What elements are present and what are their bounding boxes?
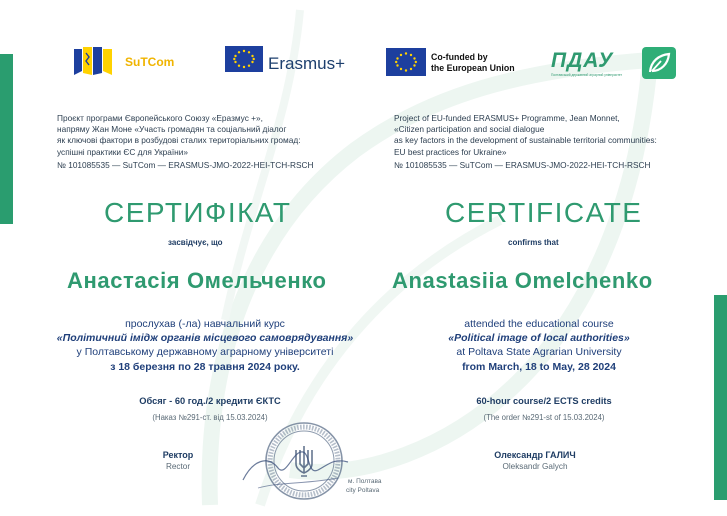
ua-project-line: успішні практики ЄС для України» bbox=[57, 146, 189, 157]
en-signer-name: Олександр ГАЛИЧ bbox=[494, 450, 576, 460]
sutcom-emblem-icon bbox=[72, 45, 120, 77]
ua-project-line: Проєкт програми Європейського Союзу «Еразмус +», bbox=[57, 113, 263, 123]
en-recipient-name: Anastasiia Omelchenko bbox=[392, 268, 653, 293]
en-course-name: «Political image of local authorities» bbox=[448, 332, 630, 345]
en-course-dates: from March, 18 to May, 28 2024 bbox=[462, 360, 616, 373]
stamp-city-ua: м. Полтава bbox=[348, 478, 382, 485]
en-certificate-title: CERTIFICATE bbox=[445, 197, 643, 228]
en-confirms-text: confirms that bbox=[508, 238, 559, 247]
en-project-line: «Citizen participation and social dialogue bbox=[394, 124, 545, 135]
sutcom-wordmark: SuTCom bbox=[125, 55, 175, 69]
pdau-subtitle: Полтавський державний аграрний університет bbox=[551, 73, 623, 77]
en-course-intro: attended the educational course bbox=[464, 318, 614, 330]
en-project-line: EU best practices for Ukraine» bbox=[394, 146, 507, 157]
en-project-description bbox=[394, 113, 714, 171]
eu-flag-icon bbox=[225, 46, 263, 72]
stamp-city-en: city Poltava bbox=[346, 487, 380, 494]
ua-project-line: як ключові фактори в розбудові сталих територіальних громад: bbox=[57, 135, 301, 146]
en-university: at Poltava State Agrarian University bbox=[456, 346, 622, 359]
left-green-bar bbox=[0, 54, 13, 224]
ua-course-dates: з 18 березня по 28 травня 2024 року. bbox=[110, 360, 300, 373]
en-project-line: as key factors in the development of sustainable territorial communities: bbox=[394, 135, 657, 146]
ua-order: (Наказ №291-ст. від 15.03.2024) bbox=[152, 413, 268, 422]
en-project-number: № 101085535 — SuTCom — ERASMUS-JMO-2022-HEI-TCH-RSCH bbox=[394, 159, 651, 170]
en-signer-name-latin: Oleksandr Galych bbox=[502, 462, 568, 471]
ua-project-line: напряму Жан Моне «Участь громадян та соціальний діалог bbox=[57, 124, 287, 135]
ua-project-number: № 101085535 — SuTCom — ERASMUS-JMO-2022-HEI-TCH-RSCH bbox=[57, 159, 314, 170]
cofunded-line-1: Co-funded by bbox=[431, 52, 488, 62]
right-green-bar bbox=[714, 295, 727, 500]
ua-university: у Полтавському державному аграрному університеті bbox=[76, 346, 334, 359]
en-course-details bbox=[374, 317, 704, 374]
ua-project-description bbox=[57, 113, 367, 171]
en-project-line: Project of EU-funded ERASMUS+ Programme, Jean Monnet, bbox=[394, 113, 620, 123]
en-credits: 60-hour course/2 ECTS credits bbox=[476, 396, 612, 406]
pdau-wordmark: ПДАУ bbox=[551, 49, 614, 72]
ua-course-intro: прослухав (-ла) навчальний курс bbox=[125, 318, 285, 330]
leaf-icon bbox=[642, 47, 676, 79]
signature-scribble bbox=[238, 440, 358, 495]
erasmus-wordmark: Erasmus+ bbox=[268, 54, 345, 73]
ua-course-details bbox=[40, 317, 370, 374]
cofunded-line-2: the European Union bbox=[431, 63, 515, 73]
ua-signer-subtitle: Rector bbox=[165, 462, 191, 471]
ua-recipient-name: Анастасія Омельченко bbox=[67, 268, 327, 293]
ua-signer-title: Ректор bbox=[162, 450, 194, 460]
ua-confirms-text: засвідчує, що bbox=[168, 238, 223, 247]
ua-certificate-title: СЕРТИФІКАТ bbox=[104, 197, 292, 228]
eu-flag-icon bbox=[386, 48, 426, 76]
en-order: (The order №291-st of 15.03.2024) bbox=[483, 413, 605, 422]
ua-course-name: «Політичний імідж органів місцевого самоврядування» bbox=[56, 332, 354, 345]
ua-credits: Обсяг - 60 год./2 кредити ЄКТС bbox=[139, 396, 281, 406]
